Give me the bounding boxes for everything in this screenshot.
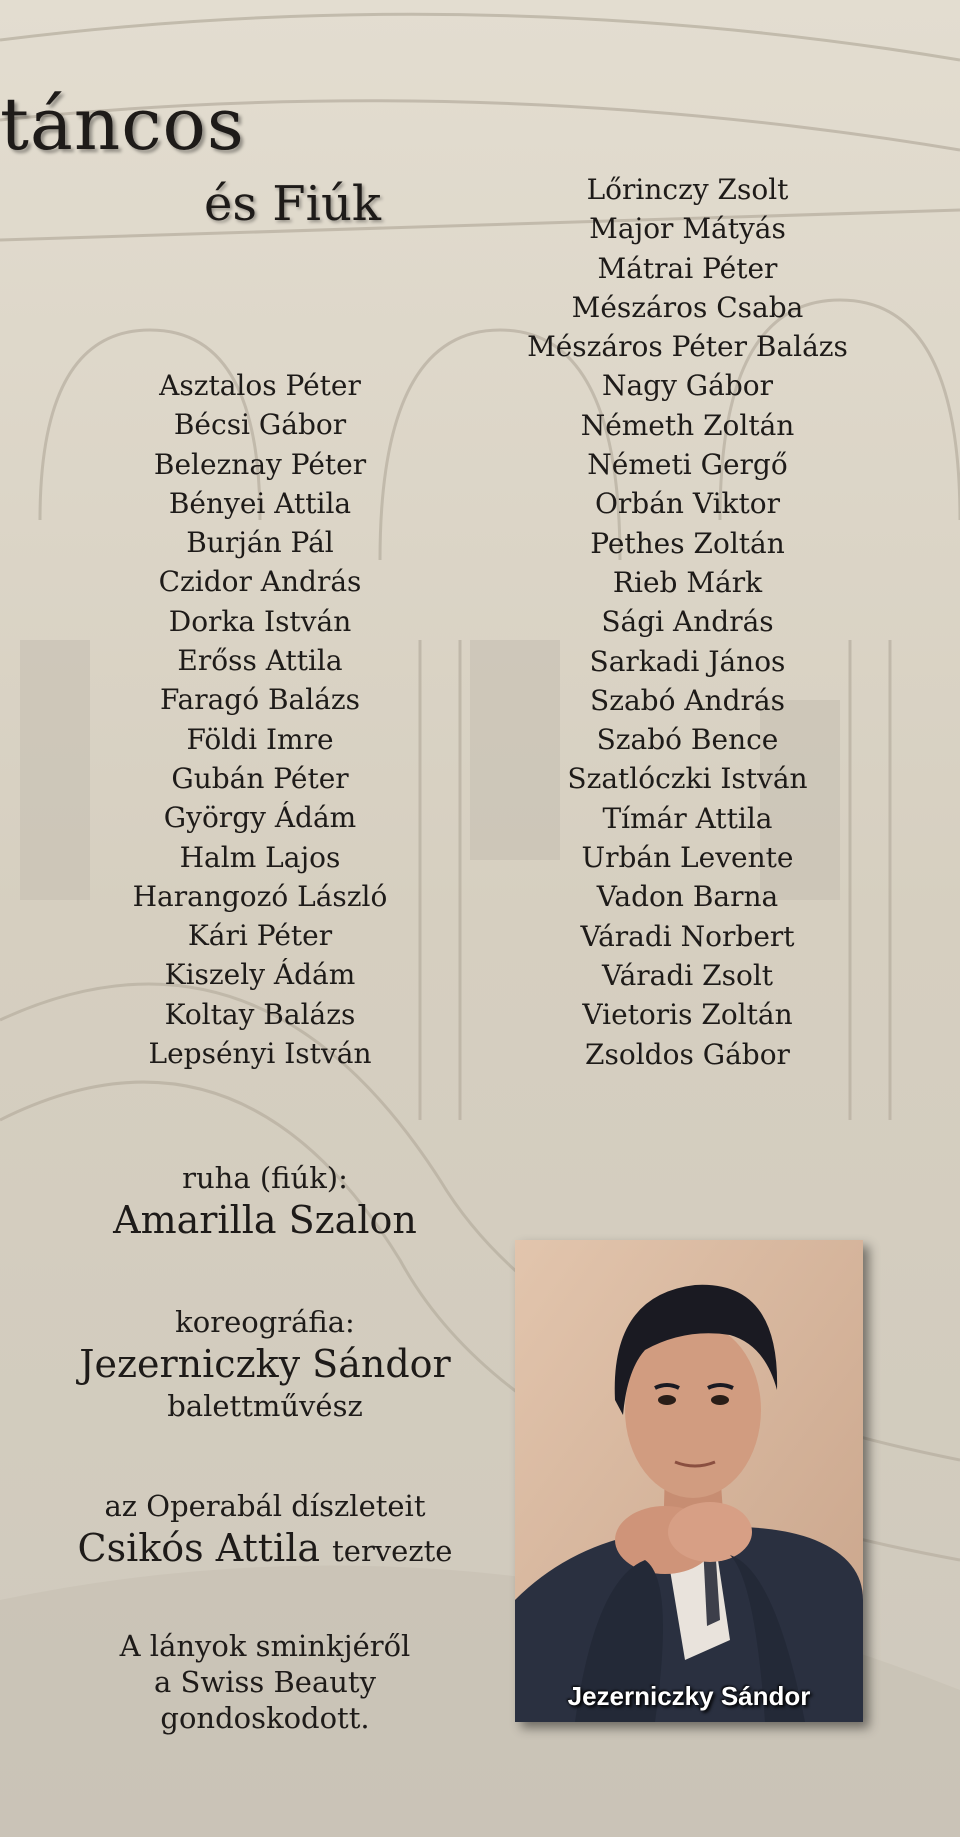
list-item: Lőrinczy Zsolt [586,173,789,206]
list-item: Major Mátyás [589,212,786,246]
costume-credit [60,1160,470,1244]
makeup-line-3: gondoskodott. [160,1701,370,1735]
list-item: Földi Imre [186,722,334,756]
set-design-credit [60,1488,470,1575]
list-item: Rieb Márk [612,565,763,599]
dancer-list-right [510,170,865,1074]
photo-caption: Jezerniczky Sándor [567,1681,811,1711]
list-item: Kiszely Ádám [164,958,356,992]
list-item: Vietoris Zoltán [582,998,793,1032]
choreography-label: koreográfia: [175,1305,355,1339]
list-item: Szabó András [590,683,785,717]
list-item: Erőss Attila [177,644,343,678]
list-item: Asztalos Péter [159,369,361,402]
costume-name: Amarilla Szalon [113,1198,417,1242]
list-item: Németh Zoltán [580,408,795,442]
list-item: Szabó Bence [596,723,779,757]
list-item: György Ádám [163,801,357,835]
list-item: Németi Gergő [587,448,788,482]
list-item: Szatlóczki István [567,762,808,796]
page-title: táncos [0,82,245,166]
set-designer-name: Csikós Attila [77,1526,321,1570]
list-item: Dorka István [168,604,352,638]
list-item: Mátrai Péter [597,251,778,285]
list-item: Kári Péter [187,919,333,953]
choreographer-role: balettművész [167,1389,363,1423]
list-item: Czidor András [158,565,362,599]
list-item: Beleznay Péter [153,447,367,481]
list-item: Koltay Balázs [164,997,356,1031]
list-item: Zsoldos Gábor [585,1037,790,1071]
list-item: Bécsi Gábor [173,408,347,442]
set-design-line: az Operabál díszleteit [104,1489,426,1523]
list-item: Urbán Levente [581,841,794,875]
list-item: Halm Lajos [179,840,341,874]
choreographer-photo [515,1240,863,1722]
list-item: Mészáros Péter Balázs [527,330,848,364]
dancer-list-left [110,366,410,1073]
list-item: Tímár Attila [602,801,773,835]
list-item: Harangozó László [132,879,388,913]
costume-label: ruha (fiúk): [182,1161,348,1195]
list-item: Faragó Balázs [159,683,361,717]
makeup-line-2: a Swiss Beauty [154,1665,376,1699]
list-item: Sarkadi János [589,644,786,678]
list-item: Váradi Norbert [580,919,795,953]
list-item: Orbán Viktor [594,487,781,521]
makeup-line-1: A lányok sminkjéről [119,1629,411,1663]
list-item: Lepsényi István [148,1037,372,1071]
list-item: Nagy Gábor [601,369,774,403]
list-item: Vadon Barna [596,880,779,914]
list-item: Váradi Zsolt [601,958,774,992]
list-item: Sági András [601,605,774,639]
list-item: Mészáros Csaba [571,290,804,324]
list-item: Bényei Attila [168,486,352,520]
page-subtitle: és Fiúk [204,176,381,232]
choreography-credit [60,1304,470,1424]
portrait-illustration [515,1240,863,1722]
list-item: Pethes Zoltán [590,526,785,560]
set-design-suffix: tervezte [332,1534,453,1568]
makeup-credit [60,1628,470,1736]
list-item: Burján Pál [186,526,334,560]
choreographer-name: Jezerniczky Sándor [79,1342,451,1386]
list-item: Gubán Péter [171,761,349,795]
